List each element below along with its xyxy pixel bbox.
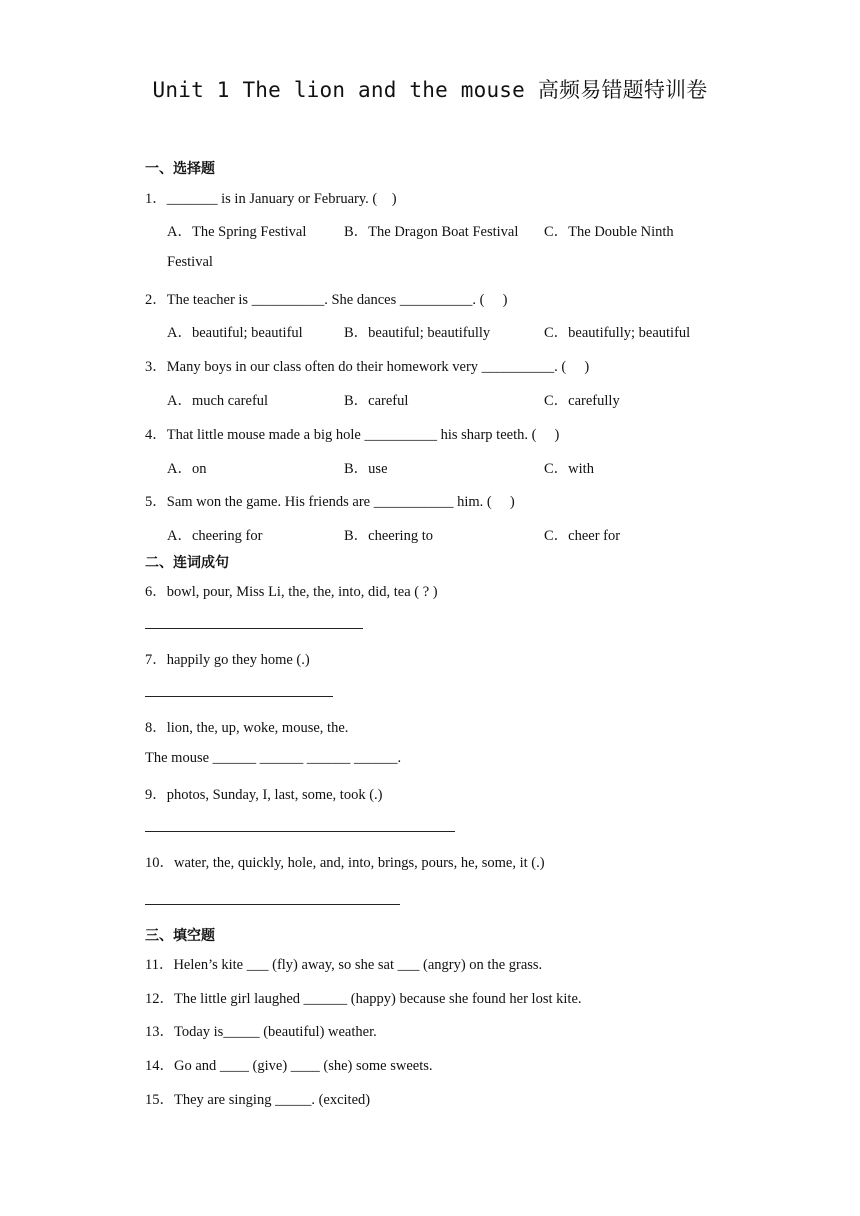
question-15-stem: 15．They are singing _____. (excited) (145, 1092, 371, 1108)
question-14-stem: 14．Go and ____ (give) ____ (she) some sweets. (145, 1058, 433, 1074)
question-1-option-c-wrap: Festival (167, 254, 213, 270)
answer-line-10[interactable] (145, 904, 400, 905)
question-9-stem: 9．photos, Sunday, I, last, some, took (.) (145, 787, 383, 803)
section-heading-reorder: 二、连词成句 (145, 555, 229, 571)
question-1-option-c: C．The Double Ninth (544, 224, 674, 240)
page-title: Unit 1 The lion and the mouse 高频易错题特训卷 (152, 78, 708, 102)
question-3-option-b: B．careful (344, 393, 409, 409)
question-10-stem: 10．water, the, quickly, hole, and, into, brings, pours, he, some, it (.) (145, 855, 545, 871)
question-1-stem: 1．_______ is in January or February. ( ) (145, 191, 397, 207)
question-7-stem: 7．happily go they home (.) (145, 652, 310, 668)
question-8-answer-line: The mouse ______ ______ ______ ______. (145, 750, 402, 766)
question-1-option-a: A．The Spring Festival (167, 224, 307, 240)
answer-line-7[interactable] (145, 696, 333, 697)
section-heading-choice: 一、选择题 (145, 161, 215, 177)
question-4-option-b: B．use (344, 461, 388, 477)
question-1-option-b: B．The Dragon Boat Festival (344, 224, 519, 240)
question-3-option-a: A．much careful (167, 393, 269, 409)
answer-line-6[interactable] (145, 628, 363, 629)
question-2-option-a: A．beautiful; beautiful (167, 325, 303, 341)
question-3-option-c: C．carefully (544, 393, 620, 409)
question-2-stem: 2．The teacher is __________. She dances __________. ( ) (145, 292, 508, 308)
question-5-option-b: B．cheering to (344, 528, 433, 544)
question-5-stem: 5．Sam won the game. His friends are ___________ him. ( ) (145, 494, 515, 510)
question-2-option-c: C．beautifully; beautiful (544, 325, 691, 341)
answer-line-9[interactable] (145, 831, 455, 832)
question-5-option-a: A．cheering for (167, 528, 263, 544)
question-3-stem: 3．Many boys in our class often do their homework very __________. ( ) (145, 359, 590, 375)
question-8-stem: 8．lion, the, up, woke, mouse, the. (145, 720, 349, 736)
question-4-option-c: C．with (544, 461, 594, 477)
question-13-stem: 13．Today is_____ (beautiful) weather. (145, 1024, 377, 1040)
section-heading-fill: 三、填空题 (145, 928, 215, 944)
question-12-stem: 12．The little girl laughed ______ (happy) because she found her lost kite. (145, 991, 582, 1007)
question-6-stem: 6．bowl, pour, Miss Li, the, the, into, did, tea ( ? ) (145, 584, 438, 600)
question-11-stem: 11．Helen’s kite ___ (fly) away, so she sat ___ (angry) on the grass. (145, 957, 543, 973)
question-2-option-b: B．beautiful; beautifully (344, 325, 491, 341)
question-4-stem: 4．That little mouse made a big hole __________ his sharp teeth. ( ) (145, 427, 560, 443)
question-4-option-a: A．on (167, 461, 207, 477)
question-5-option-c: C．cheer for (544, 528, 621, 544)
